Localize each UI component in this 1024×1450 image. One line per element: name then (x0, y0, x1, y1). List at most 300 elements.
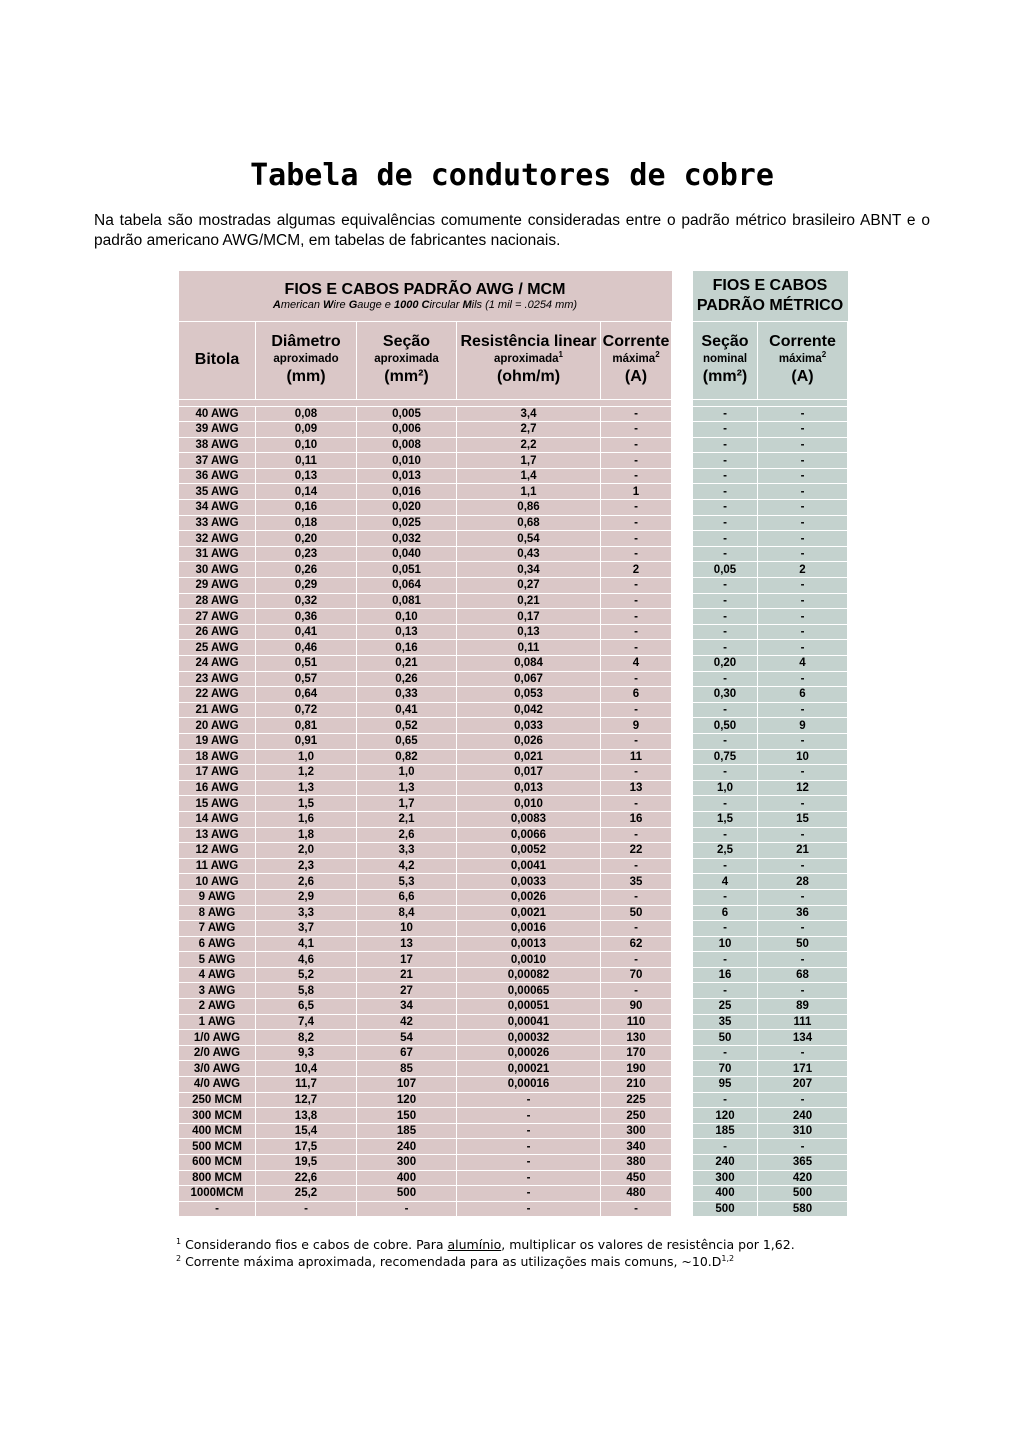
table-cell: 85 (357, 1061, 457, 1077)
awg-table-row (179, 1170, 672, 1186)
table-cell: 0,00032 (457, 1030, 601, 1046)
table-cell: 17 AWG (179, 765, 256, 781)
table-cell: - (457, 1092, 601, 1108)
table-cell: 13 AWG (179, 827, 256, 843)
table-cell: 170 (601, 1045, 672, 1061)
table-cell: - (758, 858, 848, 874)
metric-table-row (693, 468, 848, 484)
metric-table-row (693, 1014, 848, 1030)
table-cell: 0,64 (256, 687, 357, 703)
table-cell: 42 (357, 1014, 457, 1030)
table-cell: 6 (601, 687, 672, 703)
metric-table-row (693, 843, 848, 859)
table-cell: - (693, 952, 758, 968)
table-cell: 0,30 (693, 687, 758, 703)
table-cell: 15 AWG (179, 796, 256, 812)
table-cell: 0,21 (357, 656, 457, 672)
footnote-mark: 1 (176, 1236, 182, 1246)
col-title: Corrente (602, 333, 670, 350)
table-cell: 35 (693, 1014, 758, 1030)
awg-table-row (179, 1155, 672, 1171)
awg-table-row (179, 484, 672, 500)
table-cell: 0,00016 (457, 1077, 601, 1093)
table-cell: 21 (357, 967, 457, 983)
subtitle-part: M (462, 298, 472, 311)
table-cell: 10 (693, 936, 758, 952)
col-unit: (A) (791, 368, 814, 385)
awg-table-row (179, 656, 672, 672)
table-cell: 1,3 (256, 780, 357, 796)
table-cell: 13 (601, 780, 672, 796)
table-cell: - (601, 983, 672, 999)
table-cell: - (758, 1139, 848, 1155)
table-cell: 33 AWG (179, 515, 256, 531)
col-header-secao (357, 321, 457, 399)
metric-table-row (693, 484, 848, 500)
table-cell: 0,68 (457, 515, 601, 531)
table-cell: 8,2 (256, 1030, 357, 1046)
metric-table-row (693, 874, 848, 890)
metric-table-row (693, 1030, 848, 1046)
col-subtitle: nominal (702, 353, 748, 365)
table-cell: 70 (693, 1061, 758, 1077)
table-cell: 8,4 (357, 905, 457, 921)
table-cell: 16 AWG (179, 780, 256, 796)
table-cell: 0,18 (256, 515, 357, 531)
table-cell: - (693, 406, 758, 422)
awg-table-row (179, 1186, 672, 1202)
table-cell: 0,72 (256, 702, 357, 718)
table-cell: 14 AWG (179, 811, 256, 827)
col-header-bitola: Bitola (179, 321, 256, 399)
table-cell: 1,3 (357, 780, 457, 796)
table-cell: - (693, 515, 758, 531)
table-cell: - (758, 468, 848, 484)
table-cell: 0,54 (457, 531, 601, 547)
table-cell: 0,57 (256, 671, 357, 687)
col-header-m-secao (693, 321, 758, 399)
table-cell: 16 (601, 811, 672, 827)
table-cell: 0,29 (256, 578, 357, 594)
table-cell: 0,021 (457, 749, 601, 765)
table-cell: - (601, 702, 672, 718)
table-cell: - (693, 733, 758, 749)
table-cell: - (601, 889, 672, 905)
table-cell: 2,9 (256, 889, 357, 905)
table-cell: - (601, 546, 672, 562)
metric-table-row (693, 1108, 848, 1124)
table-cell: 2 (601, 562, 672, 578)
table-cell: - (758, 515, 848, 531)
table-cell: 36 (758, 905, 848, 921)
footnote-text: Corrente máxima aproximada, recomendada para as utilizações mais comuns, ~10.D (185, 1254, 722, 1269)
table-cell: 0,46 (256, 640, 357, 656)
table-cell: 0,20 (256, 531, 357, 547)
subtitle-part: ils (1 mil = .0254 mm) (471, 298, 578, 311)
table-cell: - (758, 733, 848, 749)
spacer-row (693, 399, 848, 406)
awg-table-row (179, 687, 672, 703)
col-subtitle: máxima (778, 353, 822, 365)
metric-table-row (693, 671, 848, 687)
awg-table-row (179, 1092, 672, 1108)
metric-table-row (693, 749, 848, 765)
table-cell: 0,064 (357, 578, 457, 594)
table-cell: 0,006 (357, 422, 457, 438)
awg-table-row (179, 640, 672, 656)
col-subtitle: máxima (612, 353, 656, 365)
table-cell: 0,0052 (457, 843, 601, 859)
table-cell: - (758, 546, 848, 562)
col-title: Corrente (769, 333, 836, 350)
table-cell: 3,4 (457, 406, 601, 422)
subtitle-part: W (323, 298, 334, 311)
metric-header (693, 271, 848, 321)
table-cell: - (693, 765, 758, 781)
table-cell: 31 AWG (179, 546, 256, 562)
table-cell: 310 (758, 1123, 848, 1139)
table-cell: 9 (601, 718, 672, 734)
table-cell: - (601, 578, 672, 594)
table-cell: 0,042 (457, 702, 601, 718)
table-cell: - (693, 1139, 758, 1155)
table-cell: 20 AWG (179, 718, 256, 734)
table-cell: 300 (601, 1123, 672, 1139)
table-cell: 0,0016 (457, 921, 601, 937)
col-subtitle: aproximada (493, 353, 559, 365)
table-cell: 0,09 (256, 422, 357, 438)
metric-table-row (693, 422, 848, 438)
table-cell: 10 (758, 749, 848, 765)
table-cell: 3/0 AWG (179, 1061, 256, 1077)
table-cell: - (758, 531, 848, 547)
awg-table-row (179, 406, 672, 422)
awg-table-row (179, 531, 672, 547)
table-cell: 380 (601, 1155, 672, 1171)
metric-table-row (693, 967, 848, 983)
table-cell: 4,6 (256, 952, 357, 968)
table-cell: 38 AWG (179, 437, 256, 453)
table-cell: - (693, 453, 758, 469)
table-cell: 0,41 (357, 702, 457, 718)
table-cell: 1,8 (256, 827, 357, 843)
table-cell: 3,3 (256, 905, 357, 921)
table-cell: 0,13 (256, 468, 357, 484)
table-cell: 0,0041 (457, 858, 601, 874)
awg-table-row (179, 1201, 672, 1217)
table-cell: 0,00082 (457, 967, 601, 983)
metric-table-row (693, 718, 848, 734)
table-cell: 7 AWG (179, 921, 256, 937)
table-cell: 500 MCM (179, 1139, 256, 1155)
table-cell: 21 AWG (179, 702, 256, 718)
table-cell: 0,86 (457, 500, 601, 516)
table-cell: - (357, 1201, 457, 1217)
table-cell: 185 (693, 1123, 758, 1139)
col-unit: (mm²) (702, 368, 748, 385)
awg-table-row (179, 967, 672, 983)
table-cell: 2,6 (357, 827, 457, 843)
table-cell: 39 AWG (179, 422, 256, 438)
awg-table-row (179, 578, 672, 594)
footnote-ref: 2 (821, 350, 827, 360)
table-cell: 62 (601, 936, 672, 952)
intro-paragraph: Na tabela são mostradas algumas equivalências comumente consideradas entre o padrão métrico brasileiro ABNT e o padrão americano AWG/MCM, em tabelas de fabricantes nacionais. (94, 212, 930, 249)
metric-table-row (693, 889, 848, 905)
table-cell: - (693, 702, 758, 718)
col-title: Diâmetro (271, 333, 341, 350)
metric-table-row (693, 1170, 848, 1186)
subtitle-part: auge e (357, 298, 394, 311)
table-cell: 1,7 (357, 796, 457, 812)
table-cell: 0,51 (256, 656, 357, 672)
table-cell: 0,0013 (457, 936, 601, 952)
table-cell: 120 (357, 1092, 457, 1108)
table-cell: - (693, 796, 758, 812)
col-title: Seção (382, 333, 431, 350)
table-cell: 5,2 (256, 967, 357, 983)
table-cell: 1,0 (256, 749, 357, 765)
table-cell: - (601, 468, 672, 484)
table-cell: 1,0 (693, 780, 758, 796)
awg-table-row (179, 671, 672, 687)
table-cell: 0,010 (357, 453, 457, 469)
table-cell: 9,3 (256, 1045, 357, 1061)
table-cell: - (693, 671, 758, 687)
table-cell: 2,3 (256, 858, 357, 874)
table-cell: 24 AWG (179, 656, 256, 672)
col-unit: (mm) (286, 368, 326, 385)
awg-table-row (179, 453, 672, 469)
awg-table-row (179, 874, 672, 890)
col-header-corrente (601, 321, 672, 399)
table-cell: - (758, 640, 848, 656)
table-cell: 0,82 (357, 749, 457, 765)
table-cell: 5 AWG (179, 952, 256, 968)
table-cell: - (758, 671, 848, 687)
table-cell: - (758, 500, 848, 516)
table-cell: 0,020 (357, 500, 457, 516)
table-cell: 67 (357, 1045, 457, 1061)
table-cell: 0,16 (357, 640, 457, 656)
table-cell: 28 (758, 874, 848, 890)
subtitle-part: merican (280, 298, 324, 311)
aluminio-link[interactable]: alumínio (447, 1237, 502, 1252)
table-cell: 11 AWG (179, 858, 256, 874)
subtitle-part: G (348, 298, 358, 311)
table-cell: - (601, 500, 672, 516)
table-cell: 27 (357, 983, 457, 999)
awg-table-row (179, 624, 672, 640)
metric-table-row (693, 936, 848, 952)
page-title: Tabela de condutores de cobre (250, 158, 774, 193)
table-cell: 3,3 (357, 843, 457, 859)
table-cell: - (758, 422, 848, 438)
awg-table-row (179, 1123, 672, 1139)
awg-header-title: FIOS E CABOS PADRÃO AWG / MCM (284, 280, 566, 298)
metric-table (692, 271, 848, 1217)
awg-table-row (179, 1108, 672, 1124)
table-cell: - (457, 1108, 601, 1124)
table-cell: 240 (357, 1139, 457, 1155)
table-cell: 23 AWG (179, 671, 256, 687)
table-cell: 37 AWG (179, 453, 256, 469)
table-cell: 300 (693, 1170, 758, 1186)
subtitle-part: ircular (429, 298, 463, 311)
metric-table-row (693, 796, 848, 812)
table-cell: 0,026 (457, 733, 601, 749)
table-cell: - (601, 952, 672, 968)
table-cell: 7,4 (256, 1014, 357, 1030)
table-cell: 240 (758, 1108, 848, 1124)
table-cell: 0,0021 (457, 905, 601, 921)
table-cell: 250 MCM (179, 1092, 256, 1108)
subtitle-part: C (421, 298, 430, 311)
table-cell: - (457, 1155, 601, 1171)
table-cell: - (758, 889, 848, 905)
table-cell: 134 (758, 1030, 848, 1046)
table-cell: 110 (601, 1014, 672, 1030)
table-cell: 12 AWG (179, 843, 256, 859)
metric-table-row (693, 609, 848, 625)
table-cell: 5,3 (357, 874, 457, 890)
table-cell: 1 (601, 484, 672, 500)
table-cell: 10 (357, 921, 457, 937)
table-cell: 0,81 (256, 718, 357, 734)
table-cell: 0,033 (457, 718, 601, 734)
table-cell: 2/0 AWG (179, 1045, 256, 1061)
subtitle-part: ire (333, 298, 349, 311)
table-cell: 16 (693, 967, 758, 983)
table-cell: 400 (357, 1170, 457, 1186)
awg-table-row (179, 1030, 672, 1046)
table-cell: 0,013 (357, 468, 457, 484)
table-cell: 600 MCM (179, 1155, 256, 1171)
table-cell: - (758, 983, 848, 999)
table-cell: 30 AWG (179, 562, 256, 578)
metric-table-row (693, 1155, 848, 1171)
table-cell: 0,0066 (457, 827, 601, 843)
metric-table-row (693, 1123, 848, 1139)
metric-table-row (693, 437, 848, 453)
table-cell: 0,040 (357, 546, 457, 562)
awg-table-row (179, 1061, 672, 1077)
table-cell: 19 AWG (179, 733, 256, 749)
table-cell: 0,50 (693, 718, 758, 734)
table-cell: 1,7 (457, 453, 601, 469)
table-cell: 0,20 (693, 656, 758, 672)
table-cell: 300 MCM (179, 1108, 256, 1124)
table-cell: 0,00021 (457, 1061, 601, 1077)
table-cell: - (693, 546, 758, 562)
footnote-ref: 2 (655, 350, 660, 360)
table-cell: 68 (758, 967, 848, 983)
table-cell: 1,4 (457, 468, 601, 484)
metric-table-row (693, 1092, 848, 1108)
awg-table-row (179, 796, 672, 812)
table-cell: - (457, 1123, 601, 1139)
awg-table-row (179, 702, 672, 718)
metric-table-row (693, 765, 848, 781)
col-title: Seção (701, 333, 749, 350)
awg-header-subtitle (179, 299, 672, 311)
footnote-text: Considerando fios e cabos de cobre. Para (185, 1237, 448, 1252)
table-cell: - (256, 1201, 357, 1217)
table-cell: 0,005 (357, 406, 457, 422)
table-cell: 54 (357, 1030, 457, 1046)
table-cell: 6 (758, 687, 848, 703)
footnotes (176, 1236, 795, 1270)
awg-table-row (179, 905, 672, 921)
table-cell: 0,032 (357, 531, 457, 547)
table-cell: 11 (601, 749, 672, 765)
metric-table-row (693, 1186, 848, 1202)
table-cell: 480 (601, 1186, 672, 1202)
table-cell: 0,008 (357, 437, 457, 453)
table-cell: - (693, 531, 758, 547)
table-cell: - (601, 531, 672, 547)
table-cell: 5,8 (256, 983, 357, 999)
metric-table-row (693, 999, 848, 1015)
table-cell: - (758, 578, 848, 594)
table-cell: - (693, 500, 758, 516)
table-cell: 0,43 (457, 546, 601, 562)
table-cell: - (693, 1092, 758, 1108)
table-cell: - (601, 609, 672, 625)
table-cell: 0,10 (357, 609, 457, 625)
col-header-resistencia (457, 321, 601, 399)
awg-table-row (179, 468, 672, 484)
table-cell: 0,0010 (457, 952, 601, 968)
table-cell: - (693, 484, 758, 500)
table-cell: 90 (601, 999, 672, 1015)
table-cell: 0,13 (357, 624, 457, 640)
table-cell: 3,7 (256, 921, 357, 937)
awg-table-row (179, 952, 672, 968)
awg-table-row (179, 843, 672, 859)
table-cell: - (601, 671, 672, 687)
awg-table-row (179, 936, 672, 952)
table-cell: - (758, 702, 848, 718)
metric-table-row (693, 921, 848, 937)
table-cell: - (758, 484, 848, 500)
table-cell: 0,27 (457, 578, 601, 594)
table-cell: - (601, 1201, 672, 1217)
table-cell: - (601, 827, 672, 843)
table-cell: 1/0 AWG (179, 1030, 256, 1046)
awg-table-row (179, 1077, 672, 1093)
table-cell: 150 (357, 1108, 457, 1124)
table-cell: 2,6 (256, 874, 357, 890)
table-cell: 2,1 (357, 811, 457, 827)
col-subtitle: aproximada (374, 353, 439, 365)
table-cell: - (601, 733, 672, 749)
table-cell: 0,053 (457, 687, 601, 703)
table-cell: 6 (693, 905, 758, 921)
table-cell: - (601, 453, 672, 469)
table-cell: - (601, 624, 672, 640)
subtitle-part: 1000 (393, 298, 419, 311)
footnote-1 (176, 1236, 795, 1253)
table-cell: 9 AWG (179, 889, 256, 905)
table-cell: 107 (357, 1077, 457, 1093)
table-cell: 2,5 (693, 843, 758, 859)
table-cell: - (457, 1186, 601, 1202)
table-cell: 17,5 (256, 1139, 357, 1155)
metric-table-row (693, 1077, 848, 1093)
awg-table-row (179, 593, 672, 609)
table-cell: - (693, 921, 758, 937)
